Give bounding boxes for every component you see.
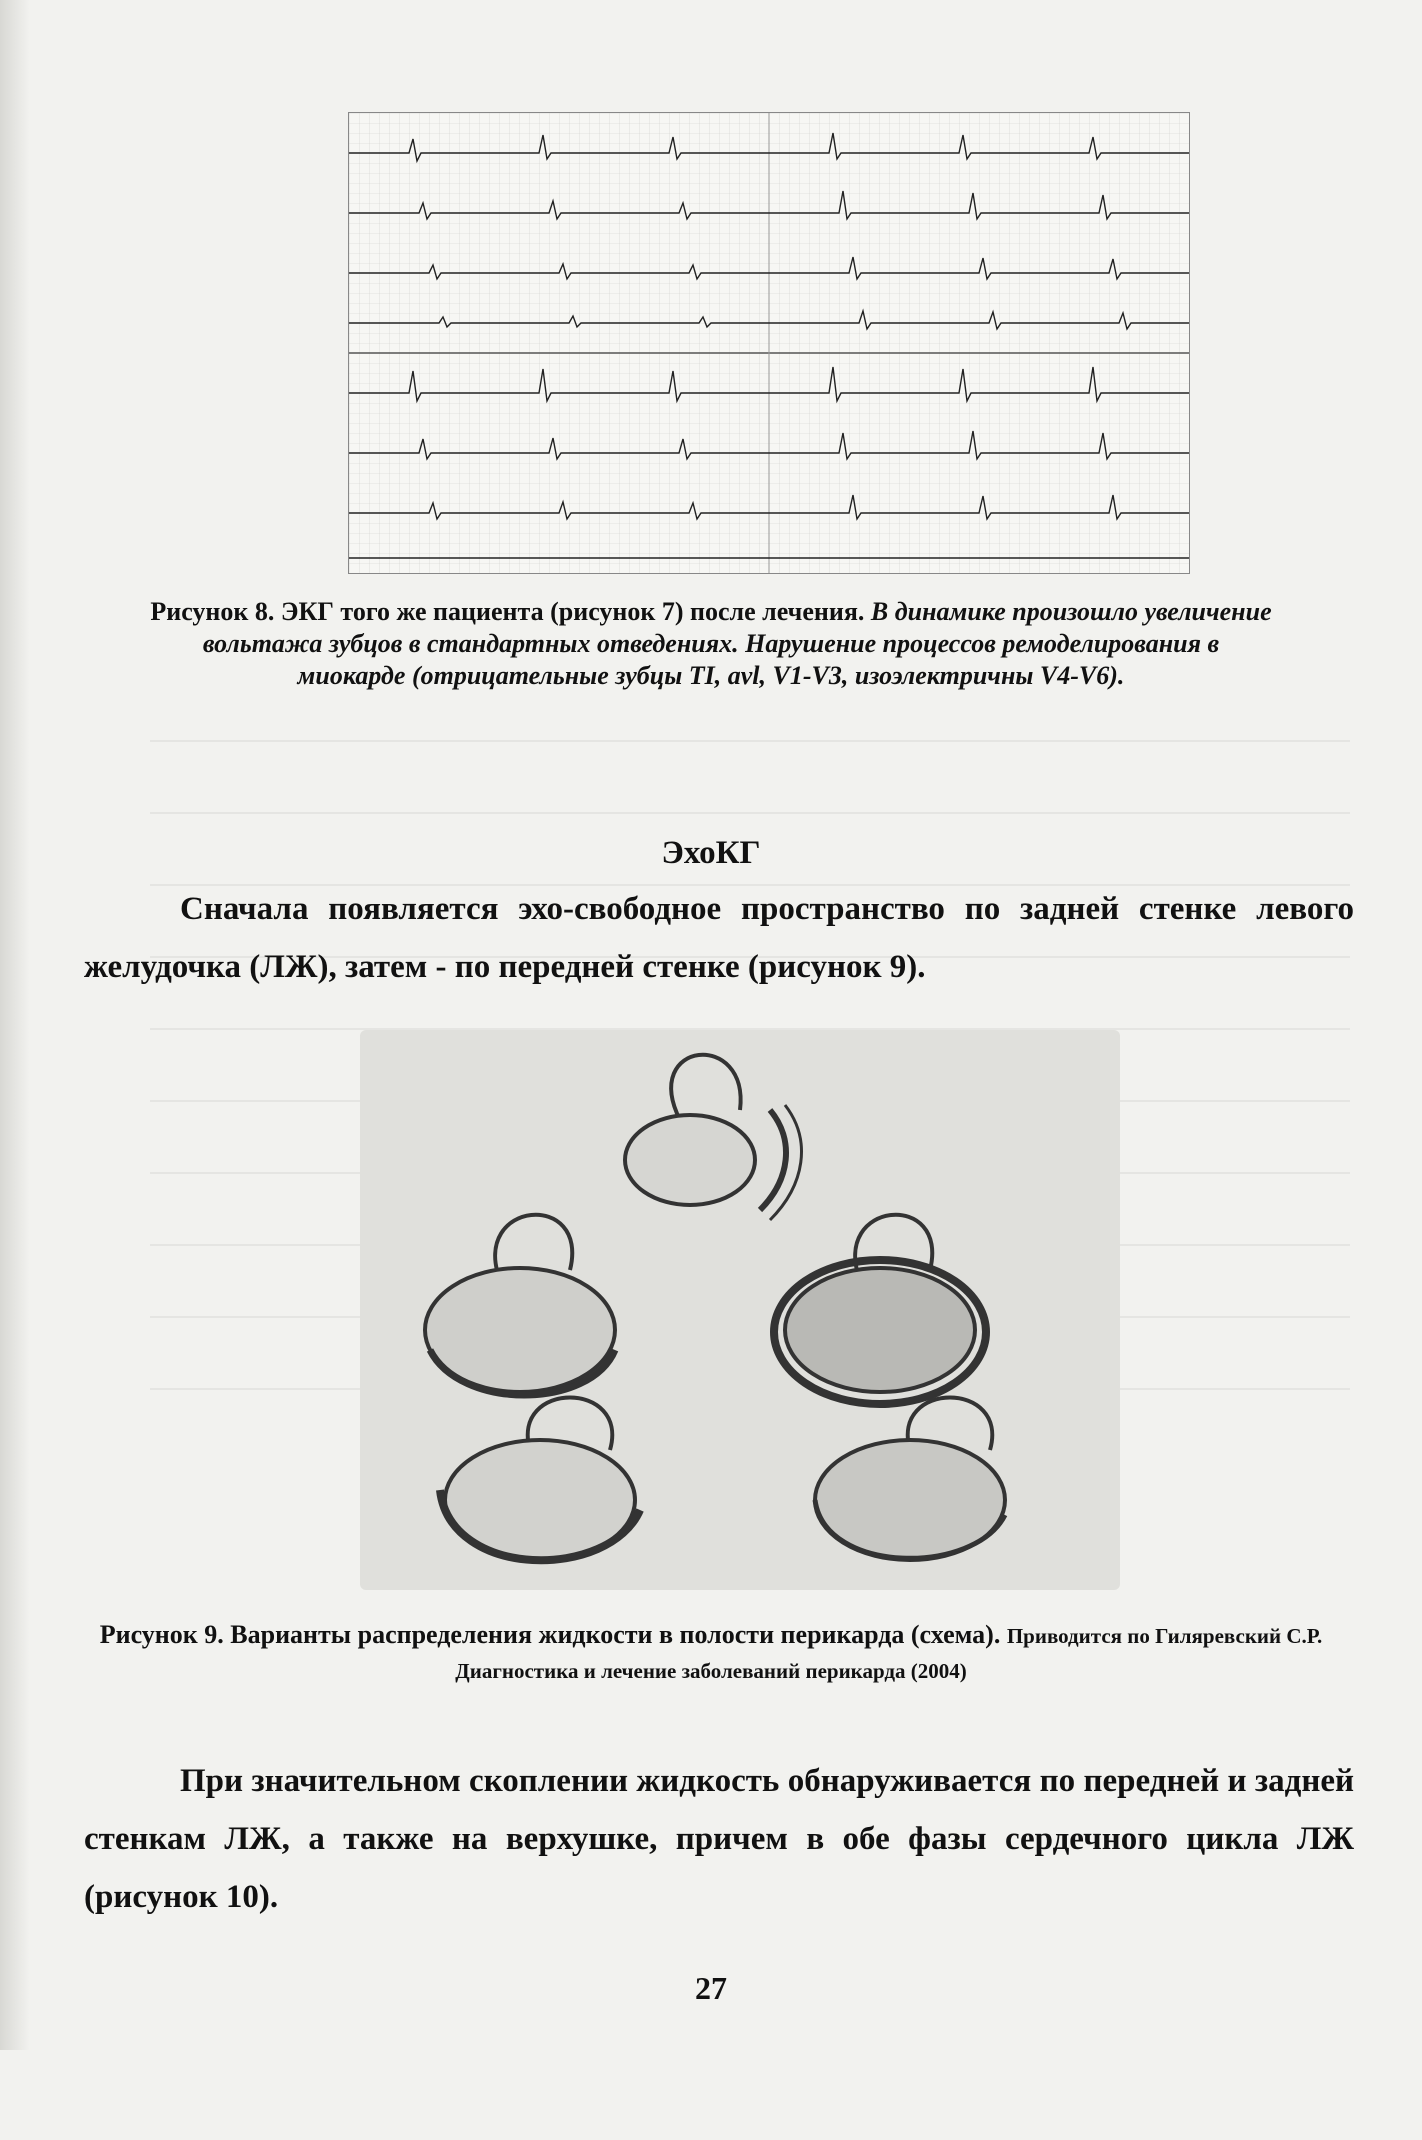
- figure9-caption-main: Рисунок 9. Варианты распределения жидкости в полости перикарда (схема).: [99, 1620, 1001, 1649]
- figure8-caption: [150, 596, 1272, 692]
- figure8-caption-italic: В динамике произошло увеличение вольтажа зубцов в стандартных отведениях. Нарушение процессов ремоделирования в миокарде (отрицательные зубцы TI, avl, V1-V3, изоэлектричны V4-V6).: [202, 597, 1272, 690]
- ecg-traces-image: [349, 113, 1189, 573]
- ecg-figure: [348, 112, 1190, 574]
- heart-schematic-image: [360, 1030, 1120, 1590]
- figure9-caption-source: Приводится по Гиляревский С.Р. Диагностика и лечение заболеваний перикарда (2004): [455, 1624, 1323, 1683]
- pericardial-fluid-figure: [360, 1030, 1120, 1590]
- paragraph-2: При значительном скоплении жидкость обнаруживается по передней и задней стенкам ЛЖ, а также на верхушке, причем в обе фазы сердечного цикла ЛЖ (рисунок 10).: [84, 1763, 1354, 1915]
- page-number: 27: [695, 1970, 727, 2006]
- figure8-caption-lead: Рисунок 8. ЭКГ того же пациента (рисунок 7) после лечения.: [150, 597, 865, 626]
- figure9-caption: [70, 1618, 1352, 1688]
- page-edge-shadow: [0, 0, 30, 2050]
- section-heading: ЭхоКГ: [661, 835, 761, 871]
- paragraph-1: Сначала появляется эхо-свободное пространство по задней стенке левого желудочка (ЛЖ), затем - по передней стенке (рисунок 9).: [84, 891, 1354, 985]
